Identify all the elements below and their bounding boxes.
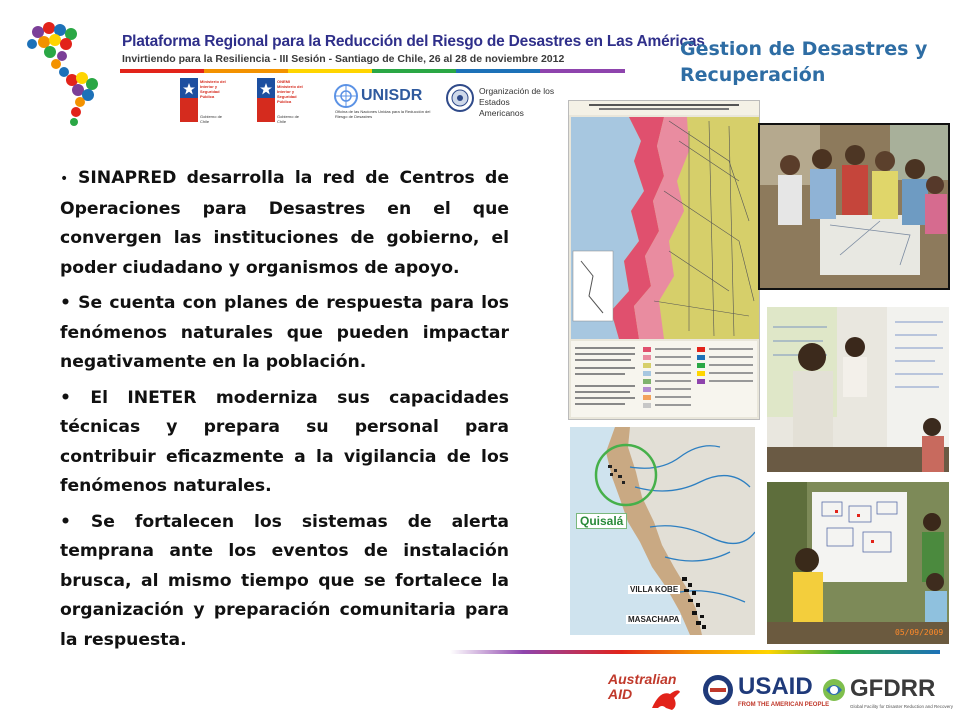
usaid-logo — [702, 671, 830, 713]
bullet-item: • Se fortalecen los sistemas de alerta temprana ante los eventos de instalación brusca, al mismo tiempo que se fortalece la organización y preparación comunitaria para la respuesta. — [60, 511, 510, 650]
unisdr-wordmark: UNISDR — [361, 87, 423, 104]
usaid-wordmark: USAID — [738, 673, 813, 700]
quisala-label: Quisalá — [576, 513, 627, 529]
women-meeting-photo — [767, 307, 949, 472]
gfdrr-tagline: Global Facility for Disaster Reduction and Recovery — [850, 704, 954, 709]
globe-icon — [822, 678, 846, 702]
oas-emblem-icon — [445, 83, 475, 113]
event-title: Plataforma Regional para la Reducción del Riesgo de Desastres en Las Américas — [122, 33, 705, 50]
americas-hexagon-logo — [18, 18, 110, 130]
bullet-icon: • — [60, 171, 69, 187]
australian-aid-wordmark: Australian AID — [608, 671, 677, 702]
onemi-logo — [257, 78, 305, 122]
photo-date-stamp: 05/09/2009 — [895, 628, 944, 637]
bullet-item: • Se cuenta con planes de respuesta para los fenómenos naturales que pueden impactar negativamente en la población. — [60, 293, 510, 372]
bullet-icon: • — [60, 511, 71, 532]
bullet-list — [60, 164, 509, 661]
gfdrr-logo — [822, 672, 954, 714]
oas-label: Organización de los Estados Americanos — [479, 86, 555, 118]
ministry-gob-label: Gobierno de Chile — [200, 114, 223, 124]
chile-flag-icon — [257, 78, 275, 122]
australian-aid-logo — [608, 670, 688, 714]
meeting-photo-graphic — [767, 307, 949, 472]
bullet-item: • SINAPRED desarrolla la red de Centros de Operaciones para Desastres en el que convergen las instituciones de gobierno, el poder ciudadano y organismos de apoyo. — [60, 168, 510, 278]
oas-logo — [445, 83, 555, 119]
footer-color-stripe — [450, 650, 940, 654]
ministry-label: Ministerio del Interior y Seguridad Pública — [200, 79, 226, 99]
hazard-zoning-map — [568, 100, 760, 420]
masachapa-label: MASACHAPA — [628, 615, 680, 624]
chile-flag-icon — [180, 78, 198, 122]
chile-ministry-logo — [180, 78, 228, 122]
community-workshop-photo — [758, 123, 950, 290]
villa-kobe-label: VILLA KOBE — [630, 585, 679, 594]
usaid-tagline: FROM THE AMERICAN PEOPLE — [738, 702, 830, 708]
onemi-label: ONEMI Ministerio del Interior y Seguridad Pública — [277, 79, 303, 104]
un-emblem-icon — [333, 83, 359, 109]
usaid-seal-icon — [702, 674, 734, 706]
hazard-map-graphic — [569, 101, 759, 419]
header-color-stripe — [120, 69, 625, 73]
coastal-map-graphic — [570, 427, 755, 635]
onemi-gob-label: Gobierno de Chile — [277, 114, 300, 124]
section-title: Gestion de Desastres y Recuperación — [680, 38, 928, 86]
kangaroo-icon — [648, 684, 684, 712]
unisdr-subtitle: Oficina de las Naciones Unidas para la Reducción del Riesgo de Desastres — [335, 109, 431, 119]
bullet-icon: • — [60, 293, 71, 313]
bullet-item: • El INETER moderniza sus capacidades técnicas y prepara su personal para contribuir eficazmente a la vigilancia de los fenómenos naturales. — [60, 387, 509, 496]
presentation-photo-graphic — [767, 482, 949, 644]
gfdrr-wordmark: GFDRR — [850, 675, 936, 702]
bullet-icon: • — [60, 387, 71, 408]
event-subtitle: Invirtiendo para la Resiliencia - III Sesión - Santiago de Chile, 26 al 28 de noviembre 2012 — [122, 53, 565, 65]
presentation-photo — [767, 482, 949, 644]
coastal-communities-map — [570, 427, 755, 635]
workshop-photo-graphic — [760, 125, 948, 288]
unisdr-logo — [333, 83, 433, 119]
